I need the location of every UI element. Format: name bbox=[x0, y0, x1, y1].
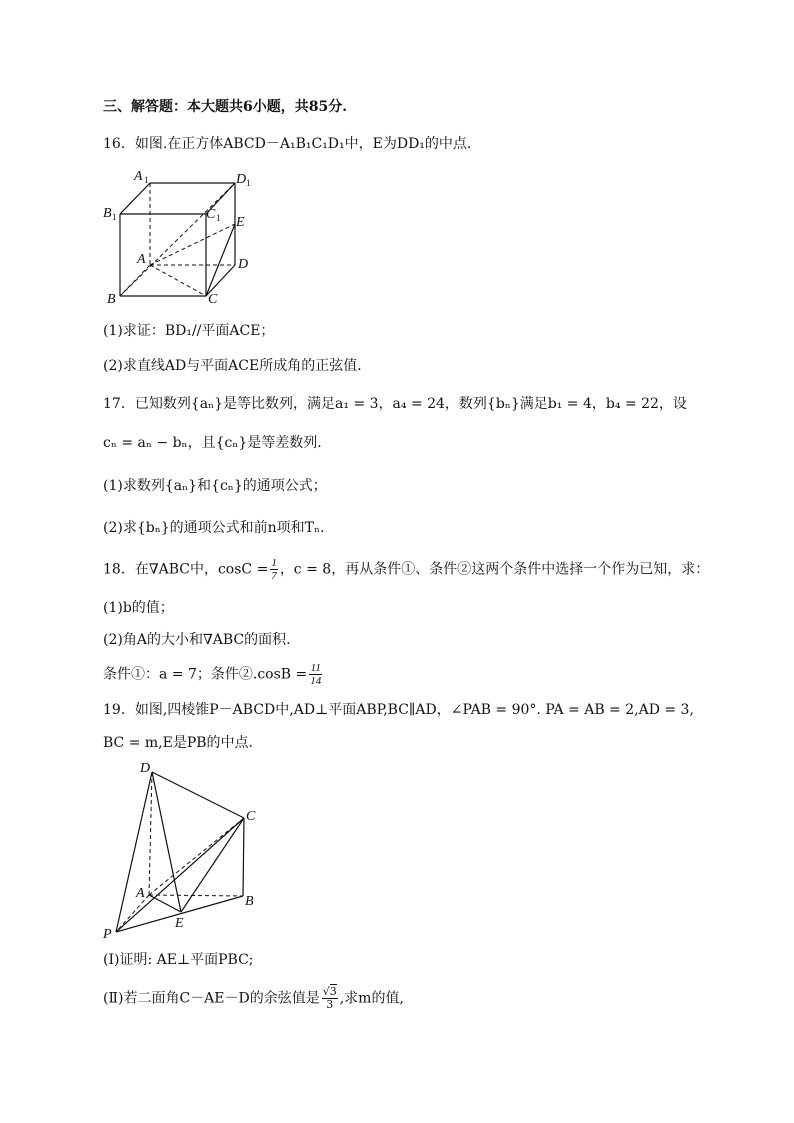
q18-stem-a: 18．在∇ABC中，cosC = bbox=[103, 561, 269, 578]
q17-part2: (2)求{bₙ}的通项公式和前n项和Tₙ． bbox=[103, 520, 335, 536]
label-E: E bbox=[175, 916, 184, 931]
cosB-fraction: $\frac{11}{14}$ bbox=[310, 662, 322, 687]
cosC-fraction: $\frac{1}{7}$ bbox=[271, 557, 277, 582]
q18-cond-a: 条件①：a = 7；条件②.cosB = bbox=[103, 666, 308, 683]
label-B: B bbox=[245, 894, 254, 909]
q18-stem-b: ，c = 8，再从条件①、条件②这两个条件中选择一个作为已知，求： bbox=[279, 561, 710, 578]
q17-line1: 17．已知数列{aₙ}是等比数列，满足a₁ = 3，a₄ = 24，数列{bₙ}满足b₁ = 4，b₄ = 22，设 bbox=[103, 396, 687, 412]
section-heading: 三、解答题：本大题共6小题，共85分. bbox=[103, 99, 348, 115]
q19-part1: (Ⅰ)证明: AE⊥平面PBC; bbox=[103, 952, 254, 968]
q19-part2 bbox=[103, 986, 404, 1011]
label-C: C bbox=[208, 292, 218, 307]
label-C: C bbox=[246, 809, 256, 824]
q17-line2: cₙ = aₙ − bₙ，且{cₙ}是等差数列. bbox=[103, 435, 322, 451]
cos-sqrt3-fraction: $\frac{√3}{3}$ bbox=[322, 985, 337, 1011]
label-D1: D bbox=[236, 172, 247, 187]
q16-part1: (1)求证：BD₁//平面ACE； bbox=[103, 323, 275, 339]
q19-part2-a: (Ⅱ)若二面角C－AE－D的余弦值是 bbox=[103, 990, 320, 1007]
q18-part1: (1)b的值； bbox=[103, 600, 174, 616]
label-B: B bbox=[107, 292, 116, 307]
q19-part2-b: ,求m的值, bbox=[339, 990, 404, 1007]
q17-part1: (1)求数列{aₙ}和{cₙ}的通项公式； bbox=[103, 478, 327, 494]
label-B1: B bbox=[103, 206, 112, 221]
label-A1: A bbox=[134, 169, 143, 184]
svg-text:1: 1 bbox=[216, 213, 221, 223]
label-D: D bbox=[238, 257, 249, 272]
q19-line1: 19．如图,四棱锥P－ABCD中,AD⊥平面ABP,BC∥AD，∠PAB = 90°. PA = AB = 2,AD = 3, bbox=[103, 702, 694, 718]
q18-part2: (2)角A的大小和∇ABC的面积. bbox=[103, 632, 291, 648]
svg-text:1: 1 bbox=[246, 178, 251, 188]
svg-text:1: 1 bbox=[144, 175, 149, 185]
q16-part2: (2)求直线AD与平面ACE所成角的正弦值． bbox=[103, 358, 372, 374]
label-A: A bbox=[137, 252, 146, 267]
label-C1: C bbox=[206, 207, 216, 222]
q18-stem bbox=[103, 557, 709, 582]
label-P: P bbox=[103, 927, 112, 942]
label-A: A bbox=[136, 886, 145, 901]
q19-line2: BC = m,E是PB的中点. bbox=[103, 735, 253, 751]
q18-conditions bbox=[103, 662, 324, 687]
label-E: E bbox=[236, 215, 245, 230]
sqrt-icon: √ bbox=[322, 985, 330, 998]
q16-stem: 16．如图.在正方体ABCD－A₁B₁C₁D₁中，E为DD₁的中点． bbox=[103, 136, 481, 152]
svg-text:1: 1 bbox=[112, 212, 117, 222]
label-D: D bbox=[140, 761, 151, 776]
